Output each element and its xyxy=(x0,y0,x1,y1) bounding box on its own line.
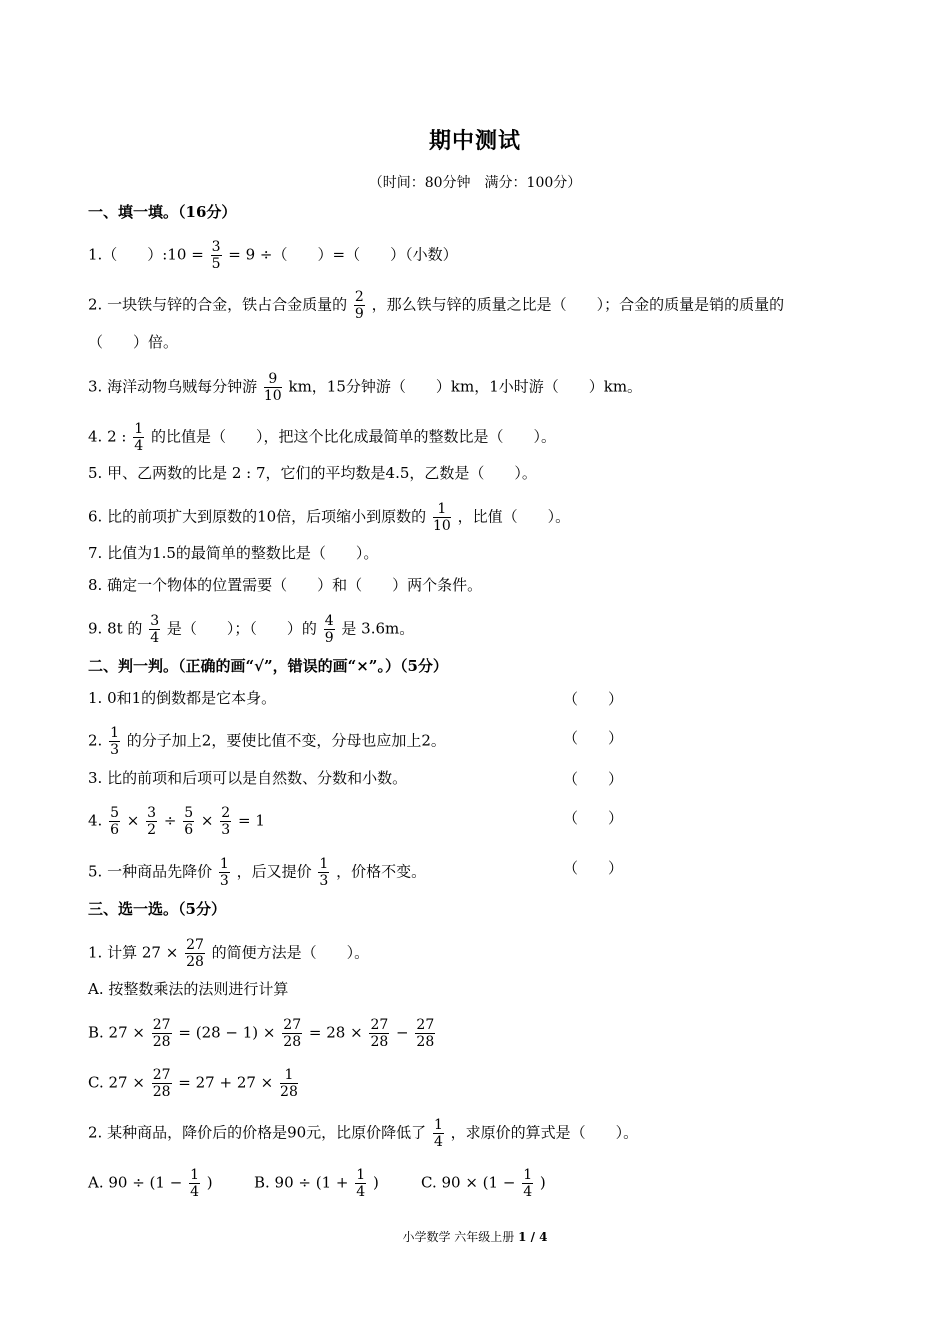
text: 2. 一块铁与锌的合金，铁占合金质量的 xyxy=(88,295,348,314)
fraction: $\frac{2}{3}$ xyxy=(221,805,231,838)
question-2-2 xyxy=(88,726,446,757)
fraction: $\frac{1}{3}$ xyxy=(319,856,329,889)
text: 1.（ ）:10 = xyxy=(88,245,204,264)
question-1-6 xyxy=(88,502,570,533)
section-1-heading: 一、填一填。（16分） xyxy=(88,203,237,221)
text: = 1 xyxy=(237,811,265,830)
text: ) xyxy=(206,1173,213,1192)
question-3-1 xyxy=(88,938,369,969)
fraction: $\frac{1}{10}$ xyxy=(432,501,451,534)
text: = 9 ÷（ ）=（ ）（小数） xyxy=(228,245,458,264)
text: ，那么铁与锌的质量之比是（ ）；合金的质量是销的质量的 xyxy=(371,295,785,314)
text: = 27 + 27 × xyxy=(178,1073,274,1092)
text: B. 90 ÷ (1 + xyxy=(254,1173,349,1192)
fraction: $\frac{5}{6}$ xyxy=(184,805,194,838)
option-3-2-b xyxy=(254,1168,379,1199)
text: = 28 × xyxy=(308,1023,363,1042)
fraction: $\frac{1}{28}$ xyxy=(280,1067,298,1100)
question-1-8: 8. 确定一个物体的位置需要（ ）和（ ）两个条件。 xyxy=(88,576,483,594)
fraction: $\frac{27}{28}$ xyxy=(370,1017,389,1050)
text: 2. xyxy=(88,731,103,750)
text: 2. 某种商品，降价后的价格是90元，比原价降低了 xyxy=(88,1123,427,1142)
text: A. 90 ÷ (1 − xyxy=(88,1173,183,1192)
fraction: $\frac{1}{4}$ xyxy=(523,1167,533,1200)
text: 6. 比的前项扩大到原数的10倍，后项缩小到原数的 xyxy=(88,507,427,526)
page-title: 期中测试 xyxy=(428,128,521,154)
question-1-4 xyxy=(88,422,556,453)
fraction: $\frac{5}{6}$ xyxy=(110,805,120,838)
answer-parentheses: （ ） xyxy=(563,859,624,877)
answer-parentheses: （ ） xyxy=(563,729,624,747)
answer-parentheses: （ ） xyxy=(563,690,624,708)
text: ) xyxy=(539,1173,546,1192)
fraction: $\frac{1}{4}$ xyxy=(190,1167,199,1200)
text: 是（ ）；（ ）的 xyxy=(166,619,317,638)
option-3-1-c xyxy=(88,1068,300,1099)
text: B. 27 × xyxy=(88,1023,145,1042)
option-3-1-a: A. 按整数乘法的法则进行计算 xyxy=(88,980,289,998)
fraction: $\frac{3}{5}$ xyxy=(211,239,221,272)
fraction: $\frac{27}{28}$ xyxy=(152,1067,171,1100)
question-1-2-cont: （ ）倍。 xyxy=(88,333,179,351)
text: 9. 8t 的 xyxy=(88,619,143,638)
exam-info: （时间：80分钟 满分：100分） xyxy=(368,175,582,191)
footer-subject: 小学数学 六年级上册 xyxy=(402,1230,519,1244)
text: 4. xyxy=(88,811,103,830)
fraction: $\frac{3}{4}$ xyxy=(150,613,160,646)
text: ，后又提价 xyxy=(236,862,312,881)
text: 4. 2 : xyxy=(88,427,127,446)
question-1-5: 5. 甲、乙两数的比是 2 : 7，它们的平均数是4.5，乙数是（ ）。 xyxy=(88,464,537,482)
question-1-1 xyxy=(88,240,458,271)
fraction: $\frac{1}{3}$ xyxy=(110,725,120,758)
fraction: $\frac{27}{28}$ xyxy=(283,1017,302,1050)
fraction: $\frac{27}{28}$ xyxy=(152,1017,171,1050)
text: 1. 计算 27 × xyxy=(88,943,179,962)
text: km，15分钟游（ ）km，1小时游（ ）km。 xyxy=(288,377,643,396)
fraction: $\frac{2}{9}$ xyxy=(354,289,364,322)
page-number: 1 / 4 xyxy=(518,1230,548,1244)
text: ) xyxy=(372,1173,379,1192)
question-3-2 xyxy=(88,1118,638,1149)
answer-parentheses: （ ） xyxy=(563,770,624,788)
option-3-1-b xyxy=(88,1018,437,1049)
answer-parentheses: （ ） xyxy=(563,809,624,827)
fraction: $\frac{27}{28}$ xyxy=(186,937,204,970)
fraction: $\frac{1}{4}$ xyxy=(433,1117,443,1150)
question-1-9 xyxy=(88,614,414,645)
fraction: $\frac{3}{2}$ xyxy=(147,805,157,838)
text: 的简便方法是（ ）。 xyxy=(211,943,370,962)
question-1-3 xyxy=(88,372,642,403)
option-3-2-a xyxy=(88,1168,213,1199)
operator: × xyxy=(200,811,214,830)
question-1-7: 7. 比值为1.5的最简单的整数比是（ ）。 xyxy=(88,544,379,562)
fraction: $\frac{1}{4}$ xyxy=(356,1167,366,1200)
text: ，比值（ ）。 xyxy=(457,507,571,526)
fraction: $\frac{9}{10}$ xyxy=(263,371,282,404)
text: 是 3.6m。 xyxy=(341,619,415,638)
operator: ÷ xyxy=(163,811,177,830)
section-2-heading: 二、判一判。（正确的画“√”，错误的画“×”。）（5分） xyxy=(88,657,448,675)
question-2-1: 1. 0和1的倒数都是它本身。 xyxy=(88,689,277,707)
question-2-5 xyxy=(88,857,426,888)
question-2-3: 3. 比的前项和后项可以是自然数、分数和小数。 xyxy=(88,769,408,787)
operator: × xyxy=(126,811,140,830)
question-1-2 xyxy=(88,290,784,321)
fraction: $\frac{27}{28}$ xyxy=(416,1017,435,1050)
fraction: $\frac{4}{9}$ xyxy=(324,613,334,646)
option-3-2-c xyxy=(421,1168,546,1199)
page-footer xyxy=(0,1228,950,1245)
text: C. 27 × xyxy=(88,1073,145,1092)
section-3-heading: 三、选一选。（5分） xyxy=(88,900,226,918)
text: 5. 一种商品先降价 xyxy=(88,862,213,881)
text: 的比值是（ ），把这个比化成最简单的整数比是（ ）。 xyxy=(150,427,556,446)
text: 的分子加上2，要使比值不变，分母也应加上2。 xyxy=(126,731,446,750)
operator: − xyxy=(396,1023,409,1042)
question-2-4 xyxy=(88,806,265,837)
fraction: $\frac{1}{4}$ xyxy=(134,421,144,454)
text: ，价格不变。 xyxy=(336,862,427,881)
text: ，求原价的算式是（ ）。 xyxy=(450,1123,639,1142)
text: 3. 海洋动物乌贼每分钟游 xyxy=(88,377,258,396)
text: C. 90 × (1 − xyxy=(421,1173,516,1192)
fraction: $\frac{1}{3}$ xyxy=(219,856,229,889)
text: = (28 − 1) × xyxy=(178,1023,276,1042)
